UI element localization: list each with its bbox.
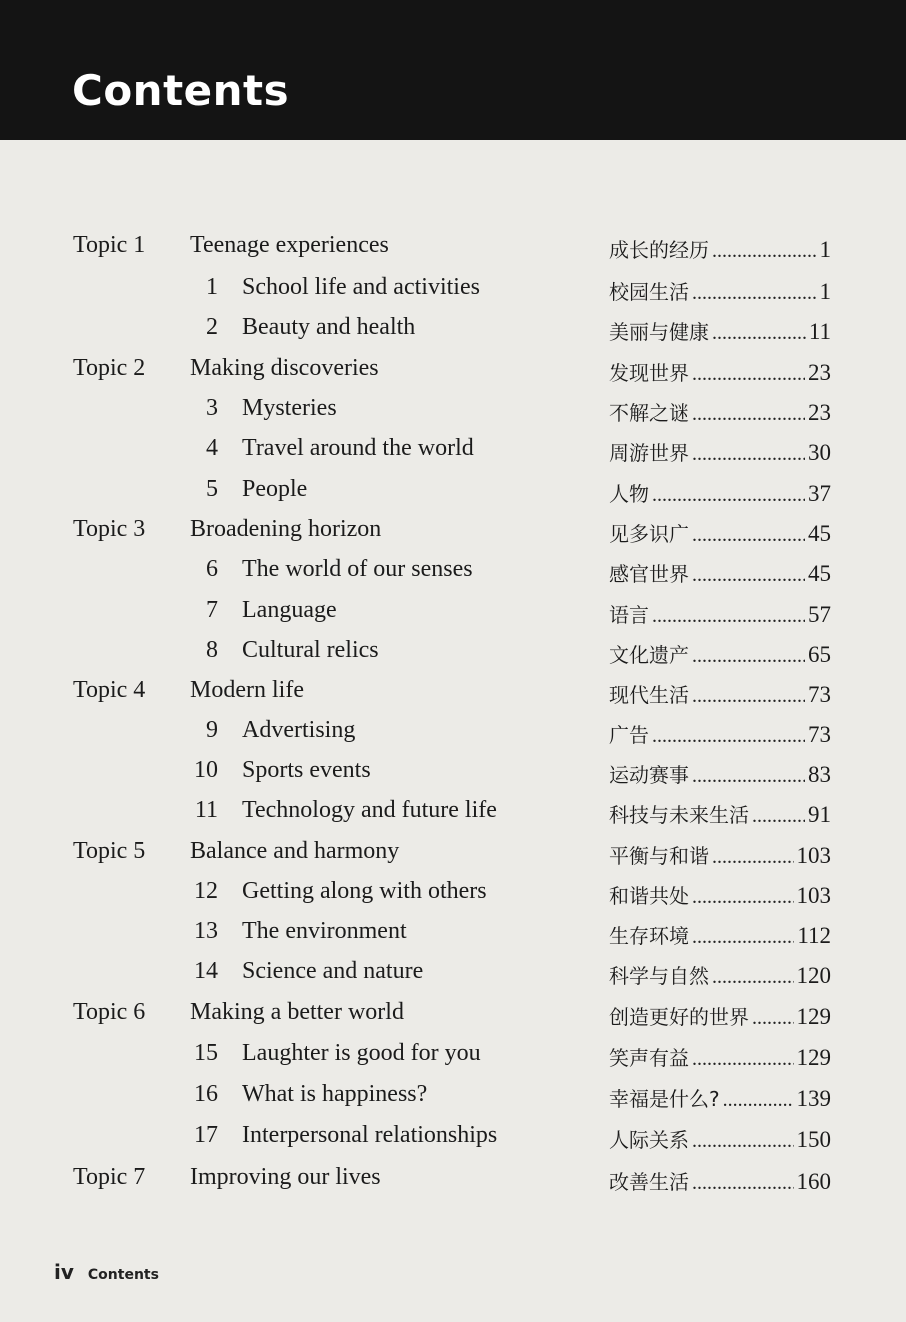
chinese-entry	[609, 518, 831, 548]
chinese-entry	[609, 316, 831, 346]
unit-title: Travel around the world	[242, 435, 474, 461]
toc-unit-row	[0, 435, 906, 469]
chinese-entry	[609, 759, 831, 789]
chinese-entry	[609, 719, 831, 749]
unit-number: 2	[206, 314, 218, 340]
toc-page-number: 120	[796, 963, 831, 988]
unit-title: Beauty and health	[242, 314, 416, 340]
chinese-entry	[609, 1042, 831, 1072]
chinese-title: 笑声有益	[609, 1046, 689, 1070]
chinese-entry	[609, 599, 831, 629]
unit-title: Science and nature	[242, 958, 424, 984]
chinese-entry	[609, 478, 831, 508]
page-number: iv	[54, 1260, 74, 1284]
toc-unit-row	[0, 637, 906, 671]
chinese-title: 语言	[609, 603, 649, 627]
dot-leader	[652, 484, 805, 507]
chinese-entry	[609, 1001, 831, 1031]
chinese-entry	[609, 234, 831, 264]
chinese-entry	[609, 840, 831, 870]
unit-number: 12	[194, 878, 218, 904]
chinese-entry	[609, 679, 831, 709]
chinese-entry	[609, 960, 831, 990]
dot-leader	[723, 1089, 794, 1112]
toc-page-number: 129	[796, 1004, 831, 1029]
toc-unit-row	[0, 717, 906, 751]
toc-page-number: 1	[819, 237, 831, 262]
chinese-title: 广告	[609, 723, 649, 747]
toc-topic-row	[0, 999, 906, 1033]
chinese-entry	[609, 880, 831, 910]
dot-leader	[652, 725, 805, 748]
toc-unit-row	[0, 958, 906, 992]
unit-number: 11	[194, 797, 218, 823]
toc-page-number: 91	[808, 802, 831, 827]
unit-title: Cultural relics	[242, 637, 379, 663]
dot-leader	[692, 1130, 794, 1153]
unit-number: 8	[206, 637, 218, 663]
unit-title: The environment	[242, 918, 407, 944]
unit-number: 3	[206, 395, 218, 421]
chinese-title: 不解之谜	[609, 401, 689, 425]
toc-topic-row	[0, 838, 906, 872]
chinese-entry	[609, 558, 831, 588]
topic-title: Making discoveries	[190, 355, 379, 381]
chinese-title: 周游世界	[609, 441, 689, 465]
unit-title: Advertising	[242, 717, 356, 743]
dot-leader	[692, 443, 805, 466]
dot-leader	[712, 846, 794, 869]
chinese-title: 校园生活	[609, 280, 689, 304]
toc-page-number: 112	[797, 923, 831, 948]
dot-leader	[692, 564, 805, 587]
chinese-title: 美丽与健康	[609, 320, 709, 344]
toc-page-number: 23	[808, 400, 831, 425]
unit-title: What is happiness?	[242, 1081, 428, 1107]
toc-page-number: 83	[808, 762, 831, 787]
chinese-title: 科技与未来生活	[609, 803, 749, 827]
toc-unit-row	[0, 1122, 906, 1156]
unit-number: 9	[206, 717, 218, 743]
chinese-title: 成长的经历	[609, 238, 709, 262]
toc-page-number: 11	[808, 319, 831, 344]
toc-unit-row	[0, 918, 906, 952]
chinese-title: 现代生活	[609, 683, 689, 707]
unit-title: The world of our senses	[242, 556, 473, 582]
toc-page-number: 1	[819, 279, 831, 304]
toc-topic-row	[0, 516, 906, 550]
chinese-title: 和谐共处	[609, 884, 689, 908]
chinese-entry	[609, 397, 831, 427]
toc-unit-row	[0, 395, 906, 429]
unit-title: Mysteries	[242, 395, 337, 421]
unit-title: Sports events	[242, 757, 371, 783]
unit-number: 17	[194, 1122, 218, 1148]
toc-page-number: 150	[796, 1127, 831, 1152]
dot-leader	[652, 605, 805, 628]
chinese-title: 改善生活	[609, 1170, 689, 1194]
unit-number: 15	[194, 1040, 218, 1066]
toc-unit-row	[0, 878, 906, 912]
dot-leader	[752, 805, 805, 828]
dot-leader	[752, 1007, 794, 1030]
topic-label: Topic 6	[73, 999, 146, 1025]
topic-label: Topic 5	[73, 838, 146, 864]
page-footer	[54, 1260, 159, 1284]
unit-number: 1	[206, 274, 218, 300]
dot-leader	[692, 363, 805, 386]
unit-number: 7	[206, 597, 218, 623]
toc-topic-row	[0, 355, 906, 389]
chinese-title: 生存环境	[609, 924, 689, 948]
chinese-entry	[609, 1083, 831, 1113]
toc-page-number: 103	[796, 883, 831, 908]
toc-topic-row	[0, 232, 906, 266]
topic-label: Topic 2	[73, 355, 146, 381]
topic-title: Broadening horizon	[190, 516, 382, 542]
topic-title: Teenage experiences	[190, 232, 389, 258]
dot-leader	[692, 524, 805, 547]
dot-leader	[692, 282, 817, 305]
dot-leader	[692, 403, 805, 426]
toc-page-number: 30	[808, 440, 831, 465]
unit-title: Technology and future life	[242, 797, 497, 823]
chinese-entry	[609, 1166, 831, 1196]
toc-page-number: 57	[808, 602, 831, 627]
unit-number: 6	[206, 556, 218, 582]
unit-title: Interpersonal relationships	[242, 1122, 498, 1148]
chinese-entry	[609, 357, 831, 387]
toc-topic-row	[0, 677, 906, 711]
chinese-title: 人际关系	[609, 1128, 689, 1152]
chinese-title: 平衡与和谐	[609, 844, 709, 868]
chinese-entry	[609, 1124, 831, 1154]
dot-leader	[692, 765, 805, 788]
toc-topic-row	[0, 1164, 906, 1198]
unit-number: 16	[194, 1081, 218, 1107]
chinese-title: 感官世界	[609, 562, 689, 586]
topic-label: Topic 4	[73, 677, 146, 703]
topic-title: Balance and harmony	[190, 838, 400, 864]
dot-leader	[692, 926, 794, 949]
dot-leader	[712, 966, 794, 989]
chinese-entry	[609, 437, 831, 467]
chinese-entry	[609, 920, 831, 950]
chinese-title: 发现世界	[609, 361, 689, 385]
toc-page-number: 160	[796, 1169, 831, 1194]
toc-page-number: 45	[808, 561, 831, 586]
toc-unit-row	[0, 797, 906, 831]
unit-number: 5	[206, 476, 218, 502]
toc-page-number: 73	[808, 682, 831, 707]
toc-unit-row	[0, 314, 906, 348]
topic-title: Modern life	[190, 677, 304, 703]
chinese-title: 科学与自然	[609, 964, 709, 988]
chinese-title: 运动赛事	[609, 763, 689, 787]
topic-label: Topic 1	[73, 232, 146, 258]
toc-unit-row	[0, 476, 906, 510]
chinese-title: 人物	[609, 482, 649, 506]
toc-page-number: 129	[796, 1045, 831, 1070]
chinese-entry	[609, 639, 831, 669]
unit-title: Language	[242, 597, 337, 623]
toc-unit-row	[0, 274, 906, 308]
chinese-title: 见多识广	[609, 522, 689, 546]
toc-page-number: 45	[808, 521, 831, 546]
toc-page-number: 23	[808, 360, 831, 385]
topic-label: Topic 3	[73, 516, 146, 542]
dot-leader	[712, 240, 817, 263]
unit-number: 4	[206, 435, 218, 461]
dot-leader	[692, 1048, 794, 1071]
unit-number: 13	[194, 918, 218, 944]
toc-unit-row	[0, 597, 906, 631]
toc-unit-row	[0, 556, 906, 590]
toc-page-number: 65	[808, 642, 831, 667]
chinese-title: 创造更好的世界	[609, 1005, 749, 1029]
chinese-title: 幸福是什么?	[609, 1087, 720, 1111]
unit-number: 14	[194, 958, 218, 984]
topic-label: Topic 7	[73, 1164, 146, 1190]
dot-leader	[692, 1172, 794, 1195]
toc-page-number: 37	[808, 481, 831, 506]
page-title: Contents	[72, 66, 290, 115]
unit-title: Laughter is good for you	[242, 1040, 481, 1066]
toc-page-number: 103	[796, 843, 831, 868]
unit-title: Getting along with others	[242, 878, 487, 904]
unit-title: School life and activities	[242, 274, 480, 300]
toc-unit-row	[0, 1040, 906, 1074]
topic-title: Improving our lives	[190, 1164, 381, 1190]
chinese-entry	[609, 799, 831, 829]
chinese-title: 文化遗产	[609, 643, 689, 667]
toc-page-number: 73	[808, 722, 831, 747]
chinese-entry	[609, 276, 831, 306]
toc-unit-row	[0, 757, 906, 791]
toc-unit-row	[0, 1081, 906, 1115]
toc-page-number: 139	[796, 1086, 831, 1111]
topic-title: Making a better world	[190, 999, 404, 1025]
footer-section-label: Contents	[87, 1267, 159, 1283]
dot-leader	[712, 322, 806, 345]
dot-leader	[692, 685, 805, 708]
dot-leader	[692, 886, 794, 909]
unit-number: 10	[194, 757, 218, 783]
dot-leader	[692, 645, 805, 668]
unit-title: People	[242, 476, 308, 502]
